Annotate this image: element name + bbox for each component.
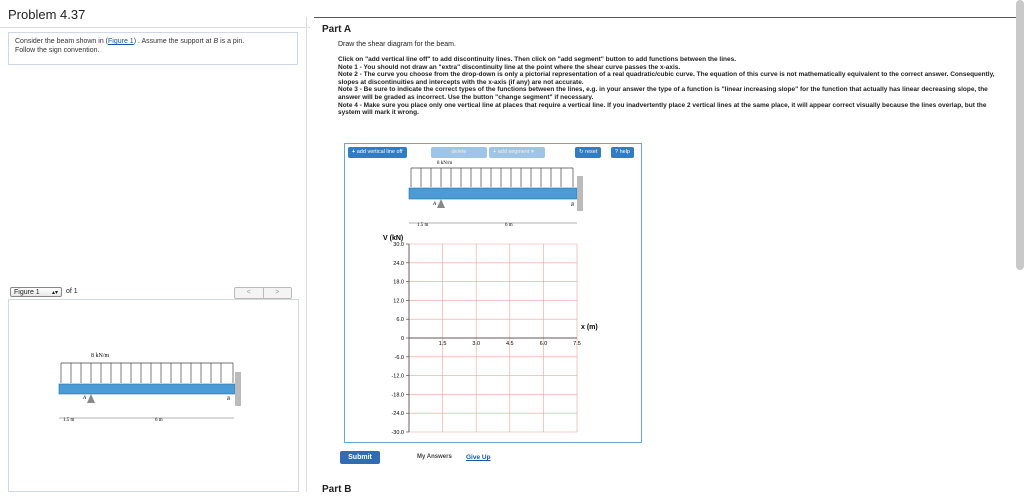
note-line: Click on "add vertical line off" to add discontinuity lines. Then click on "add segment" button to add functions between the lines. bbox=[338, 56, 737, 63]
y-tick-label: -12.0 bbox=[391, 373, 404, 380]
y-axis-label: V (kN) bbox=[383, 235, 404, 242]
reset-icon: ↻ bbox=[579, 149, 586, 155]
shear-diagram-tool bbox=[344, 143, 642, 443]
tool-dim2: 6 m bbox=[505, 223, 513, 228]
note-line: Note 1 - You should not draw an "extra" discontinuity line at the point where the shear curve passes the x-axis. bbox=[338, 63, 681, 71]
next-figure-button[interactable]: > bbox=[275, 289, 280, 296]
add-segment-label: add segment bbox=[497, 149, 530, 155]
support-variable: B bbox=[213, 38, 219, 45]
prev-figure-button[interactable]: < bbox=[235, 288, 264, 298]
notes bbox=[338, 56, 998, 117]
column-divider bbox=[306, 17, 307, 492]
y-tick-label: 6.0 bbox=[396, 317, 404, 324]
plot-grid bbox=[406, 244, 577, 432]
help-label: help bbox=[619, 149, 630, 155]
plus-icon: + bbox=[352, 149, 357, 155]
y-tick-label: -6.0 bbox=[394, 354, 404, 361]
tool-beam bbox=[409, 188, 577, 199]
give-up-link[interactable]: Give Up bbox=[466, 454, 491, 461]
y-tick-label: -24.0 bbox=[391, 411, 404, 418]
question-icon: ? bbox=[615, 149, 620, 155]
support-a-label: A bbox=[83, 396, 87, 401]
statement-text-2: ) . Assume the support at bbox=[133, 38, 212, 45]
y-tick-label: 0 bbox=[400, 336, 404, 342]
problem-title: Problem 4.37 bbox=[8, 7, 86, 22]
x-tick-label: 1.5 bbox=[438, 341, 447, 347]
distributed-load-arrows bbox=[61, 363, 233, 383]
help-button[interactable] bbox=[611, 147, 634, 158]
figure-nav-buttons bbox=[234, 287, 292, 299]
select-arrows-icon: ▴▾ bbox=[51, 290, 58, 296]
tool-support-a-label: A bbox=[433, 202, 437, 207]
note-line: Note 2 - The curve you choose from the drop-down is only a pictorial representation of a real quadratic/cubic curve. The equation of this curve is not mathematically equivalent to the correct answer. Consequently, slopes at discontinuities and intercepts with the x-axis (if any) are not accurate. bbox=[338, 71, 995, 86]
statement-text: Consider the beam shown in ( bbox=[15, 38, 108, 45]
x-tick-labels bbox=[439, 341, 581, 347]
x-tick-label: 7.5 bbox=[573, 341, 581, 347]
y-tick-label: 18.0 bbox=[393, 279, 404, 286]
problem-statement bbox=[8, 32, 298, 65]
y-tick-label: 24.0 bbox=[393, 260, 404, 267]
submit-button[interactable]: Submit bbox=[340, 451, 380, 464]
add-vertical-label: add vertical line off bbox=[356, 149, 403, 155]
dim1-label: 1.5 m bbox=[63, 418, 75, 423]
scrollbar[interactable] bbox=[1016, 0, 1024, 270]
chevron-down-icon: ▾ bbox=[529, 149, 534, 155]
support-b-label: B bbox=[227, 397, 231, 402]
part-a-label: Part A bbox=[322, 24, 352, 35]
load-label: 8 kN/m bbox=[91, 353, 110, 359]
tool-support-b-label: B bbox=[571, 203, 575, 208]
tool-load-arrows bbox=[411, 168, 573, 187]
tool-pin-a bbox=[437, 199, 445, 208]
note-line: Note 4 - Make sure you place only one vertical line at places that require a vertical line. If you inadvertently place 2 vertical lines at the same place, it will appear correct visually because the lines overlap, but the system will mark it wrong. bbox=[338, 101, 987, 117]
divider bbox=[0, 27, 310, 28]
y-tick-label: 30.0 bbox=[393, 242, 404, 248]
pin-support-a bbox=[87, 394, 95, 403]
y-tick-labels bbox=[391, 242, 404, 436]
note-line: Note 3 - Be sure to indicate the correct types of the functions between the lines, e.g. in your answer the type of a function is "linear increasing slope" for the function that actually has linear decreasing slope, the answer will be graded as incorrect. Use the button "change segment" if necessary. bbox=[338, 86, 988, 101]
plus-icon: + bbox=[493, 149, 498, 155]
instruction: Draw the shear diagram for the beam. bbox=[338, 41, 456, 48]
y-tick-label: 12.0 bbox=[393, 298, 404, 305]
beam bbox=[59, 384, 235, 394]
y-tick-label: -18.0 bbox=[391, 392, 404, 399]
add-segment-button[interactable] bbox=[489, 147, 545, 158]
figure-count: of 1 bbox=[66, 288, 78, 295]
tool-wall bbox=[577, 176, 583, 211]
reset-label: reset bbox=[585, 149, 598, 155]
figure-select-value: Figure 1 bbox=[14, 289, 40, 296]
my-answers-label: My Answers bbox=[417, 454, 452, 460]
statement-text-3: is a pin. bbox=[220, 38, 245, 45]
tool-dim1: 1.5 m bbox=[417, 223, 429, 228]
x-tick-label: 3.0 bbox=[472, 341, 481, 347]
add-vertical-line-button[interactable] bbox=[348, 147, 407, 158]
x-tick-label: 6.0 bbox=[539, 341, 548, 347]
x-axis-label: x (m) bbox=[581, 324, 598, 331]
part-b-label: Part B bbox=[322, 484, 352, 495]
x-tick-label: 4.5 bbox=[505, 341, 514, 347]
sign-convention-text: Follow the sign convention. bbox=[15, 47, 100, 54]
dim2-label: 6 m bbox=[155, 418, 163, 423]
beam-figure bbox=[9, 300, 298, 491]
y-tick-label: -30.0 bbox=[391, 430, 404, 436]
diagram-canvas[interactable] bbox=[345, 158, 641, 442]
reset-button[interactable] bbox=[575, 147, 601, 158]
tool-load-label: 8 kN/m bbox=[437, 161, 453, 166]
delete-button[interactable] bbox=[431, 147, 487, 158]
figure-link[interactable]: Figure 1 bbox=[108, 38, 134, 45]
figure-panel bbox=[8, 299, 299, 492]
top-rule bbox=[314, 17, 1020, 18]
delete-label: delete bbox=[451, 149, 467, 155]
wall bbox=[235, 372, 241, 406]
figure-select[interactable] bbox=[10, 287, 62, 297]
